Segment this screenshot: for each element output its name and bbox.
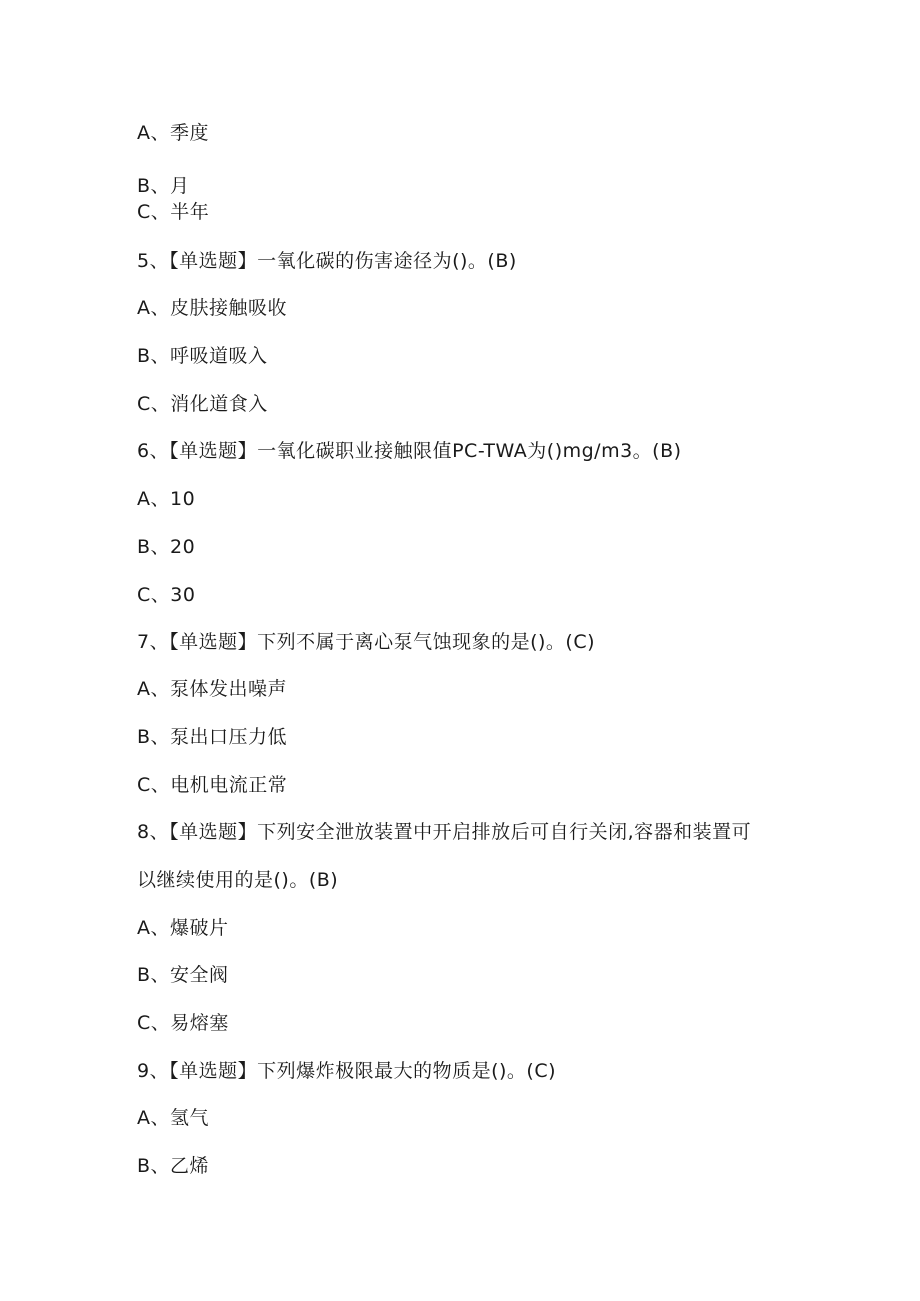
q8-option-b: B、安全阀 (137, 964, 229, 986)
q6-option-b: B、20 (137, 536, 196, 558)
q9-option-b: B、乙烯 (137, 1155, 210, 1177)
q4-option-b: B、月 (137, 175, 190, 197)
q6-option-c: C、30 (137, 584, 196, 606)
q9-question: 9、【单选题】下列爆炸极限最大的物质是()。(C) (137, 1060, 557, 1082)
q5-option-b: B、呼吸道吸入 (137, 345, 268, 367)
q9-option-a: A、氢气 (137, 1107, 209, 1129)
q6-option-a: A、10 (137, 488, 196, 510)
q8-question-line1: 8、【单选题】下列安全泄放装置中开启排放后可自行关闭,容器和装置可 (137, 821, 752, 843)
q7-option-b: B、泵出口压力低 (137, 726, 288, 748)
q8-option-a: A、爆破片 (137, 917, 229, 939)
q6-question: 6、【单选题】一氧化碳职业接触限值PC-TWA为()mg/m3。(B) (137, 440, 682, 462)
q7-question: 7、【单选题】下列不属于离心泵气蚀现象的是()。(C) (137, 631, 596, 653)
q5-option-a: A、皮肤接触吸收 (137, 297, 287, 319)
q4-option-a: A、季度 (137, 122, 209, 144)
q8-question-line2: 以继续使用的是()。(B) (137, 869, 339, 891)
q7-option-a: A、泵体发出噪声 (137, 678, 287, 700)
q5-option-c: C、消化道食入 (137, 393, 268, 415)
q5-question: 5、【单选题】一氧化碳的伤害途径为()。(B) (137, 250, 517, 272)
q8-option-c: C、易熔塞 (137, 1012, 229, 1034)
q7-option-c: C、电机电流正常 (137, 774, 288, 796)
q4-option-c: C、半年 (137, 201, 210, 223)
